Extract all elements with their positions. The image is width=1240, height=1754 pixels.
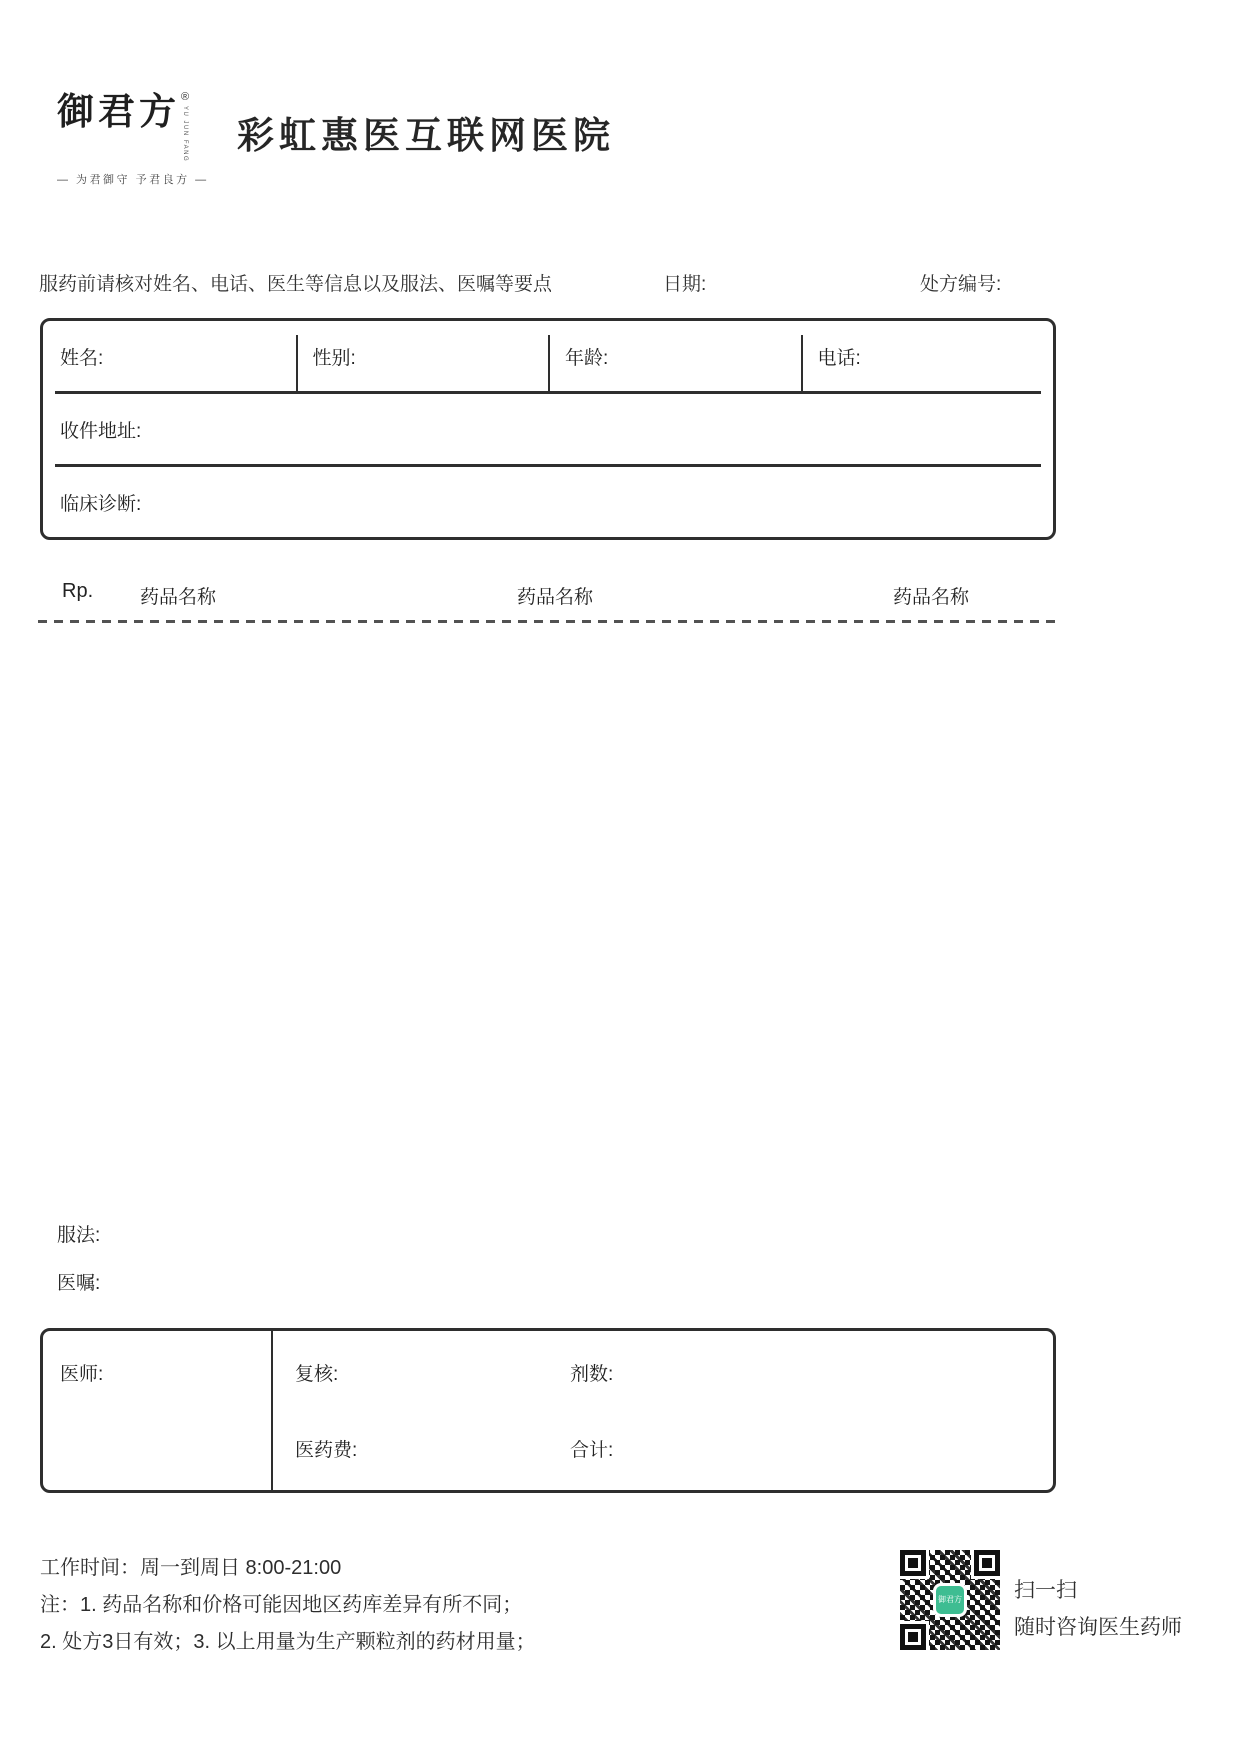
patient-age-label: 年龄: (565, 347, 609, 369)
qr-finder-icon (900, 1624, 926, 1650)
patient-name-label: 姓名: (60, 347, 104, 369)
patient-gender-label: 性别: (312, 347, 356, 369)
brand-logo-row (57, 90, 209, 162)
patient-info-box (40, 318, 1056, 540)
prescription-number-label: 处方编号: (920, 274, 1002, 295)
physician-label: 医师: (60, 1364, 104, 1385)
registered-trademark-icon: ® (181, 91, 190, 103)
date-label: 日期: (663, 274, 707, 295)
drug-name-column-header: 药品名称 (893, 587, 970, 608)
qr-finder-icon (900, 1550, 926, 1576)
note-line-1: 注：1. 药品名称和价格可能因地区药库差异有所不同； (40, 1594, 523, 1616)
clinical-diagnosis-label: 临床诊断: (60, 493, 142, 515)
signoff-box (40, 1328, 1056, 1493)
patient-info-row-1 (43, 321, 1053, 391)
dose-count-label: 剂数: (570, 1364, 614, 1385)
column-divider (271, 1331, 273, 1490)
drug-name-column-header: 药品名称 (517, 587, 594, 608)
patient-age-field (548, 321, 801, 391)
column-divider (296, 335, 298, 391)
column-divider (548, 335, 550, 391)
qr-consult-caption: 随时咨询医生药师 (1014, 1616, 1182, 1639)
patient-name-field (43, 321, 296, 391)
qr-code (900, 1550, 1000, 1650)
patient-gender-field (296, 321, 549, 391)
rp-label: Rp. (62, 580, 94, 602)
shipping-address-field (43, 394, 1053, 464)
total-label: 合计: (570, 1440, 614, 1461)
medicine-fee-label: 医药费: (295, 1440, 358, 1461)
note-line-2: 2. 处方3日有效；3. 以上用量为生产颗粒剂的药材用量； (40, 1631, 536, 1653)
drug-name-column-header: 药品名称 (140, 587, 217, 608)
patient-phone-label: 电话: (817, 347, 861, 369)
qr-finder-icon (974, 1550, 1000, 1576)
brand-logo-text: 御君方 (57, 89, 180, 133)
column-divider (801, 335, 803, 391)
check-reminder-text: 服药前请核对姓名、电话、医生等信息以及服法、医嘱等要点 (39, 274, 553, 295)
work-hours-text: 工作时间：周一到周日 8:00-21:00 (40, 1557, 342, 1579)
brand-logo-pinyin: YU JUN FANG (182, 106, 189, 163)
patient-phone-field (801, 321, 1054, 391)
brand-tagline: — 为君御守 予君良方 — (57, 174, 209, 187)
dashed-separator (38, 620, 1058, 623)
brand-logo (57, 90, 209, 187)
qr-scan-caption: 扫一扫 (1014, 1579, 1077, 1602)
doctor-advice-label: 医嘱: (57, 1273, 101, 1294)
hospital-name: 彩虹惠医互联网医院 (237, 115, 615, 156)
shipping-address-label: 收件地址: (60, 420, 142, 442)
brand-logo-side (181, 90, 189, 162)
usage-label: 服法: (57, 1225, 101, 1246)
qr-center-logo: 御君方 (933, 1583, 967, 1617)
reviewer-label: 复核: (295, 1364, 339, 1385)
clinical-diagnosis-field (43, 467, 1053, 537)
